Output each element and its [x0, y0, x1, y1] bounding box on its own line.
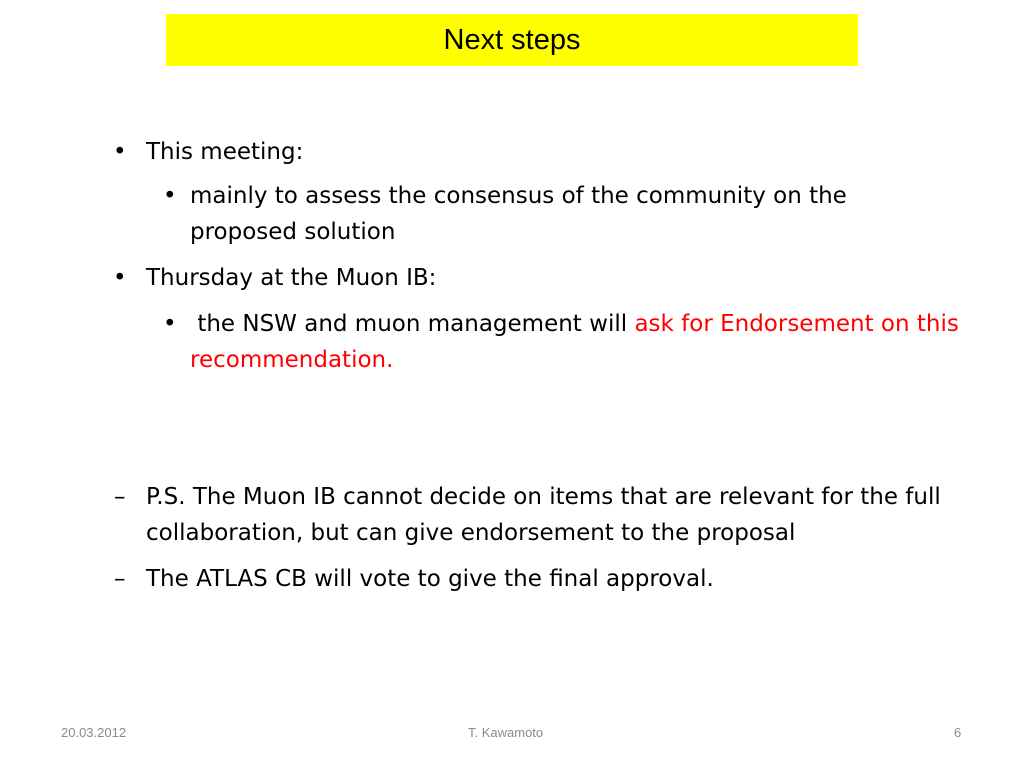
bullet-marker: • [113, 265, 127, 291]
bullet-this-meeting: This meeting: [146, 139, 304, 165]
sub-bullet-marker: • [163, 311, 177, 337]
sub-bullet-endorsement [190, 306, 960, 378]
dash-item-atlas-cb: The ATLAS CB will vote to give the final approval. [146, 566, 714, 592]
dash-marker: – [114, 484, 126, 510]
footer-page-number: 6 [954, 725, 962, 740]
bullet-thursday-muon-ib: Thursday at the Muon IB: [146, 265, 437, 291]
bullet-marker: • [113, 139, 127, 165]
slide-title: Next steps [443, 23, 581, 56]
footer-author: T. Kawamoto [468, 725, 544, 740]
endorsement-highlight-text: ask for Endorsement on this recommendation. [190, 311, 959, 373]
sub-bullet-consensus: mainly to assess the consensus of the community on the proposed solution [190, 183, 847, 245]
endorsement-plain-text: the NSW and muon management will [197, 311, 635, 337]
dash-marker: – [114, 566, 126, 592]
sub-bullet-marker: • [163, 183, 177, 209]
dash-item-ps-muon-ib: P.S. The Muon IB cannot decide on items that are relevant for the full collaboration, but can give endorsement to the proposal [146, 484, 941, 546]
footer-date: 20.03.2012 [61, 725, 127, 740]
